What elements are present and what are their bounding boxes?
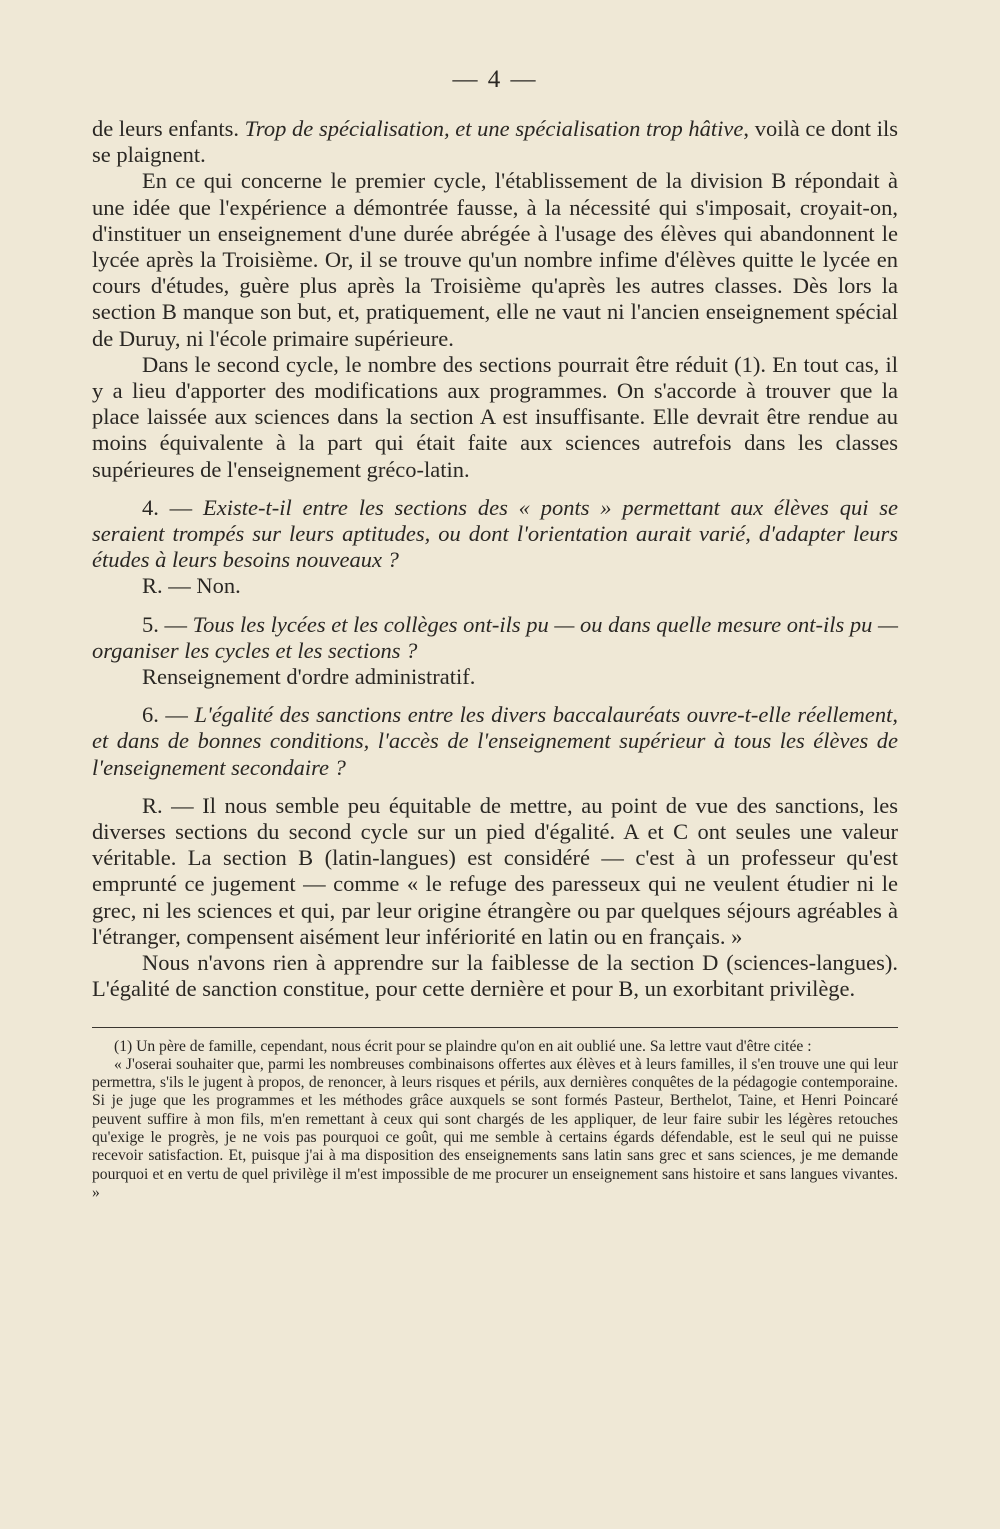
paragraph-1-italic: Trop de spécialisation, et une spécialisation trop hâtive [244,116,744,141]
page-number: — 4 — [452,66,538,93]
footnote [92,1038,898,1203]
question-5-text: Tous les lycées et les collèges ont-ils pu — ou dans quelle mesure ont-ils pu — organiser les cycles et les sections ? [92,611,899,663]
question-6-text: L'égalité des sanctions entre les divers baccalauréats ouvre-t-elle réellement, et dans de bonnes conditions, l'accès de l'enseignement supérieur à tous les élèves de l'enseignement secondaire ? [92,702,898,780]
question-6-number: 6. — [142,702,195,728]
body-text [92,116,898,1003]
question-4-text: Existe-t-il entre les sections des « ponts » permettant aux élèves qui se seraient trompés sur leurs aptitudes, ou dont l'orientation aurait varié, d'adapter leurs études à leurs besoins nouveaux ? [92,494,898,573]
paragraph-1-end: , voilà ce dont ils se plaignent. [92,116,898,168]
document-page [92,66,898,1202]
footnote-divider [92,1027,898,1028]
paragraph-last: Nous n'avons rien à apprendre sur la faiblesse de la section D (sciences-langues). L'égalité de sanction constitue, pour cette dernière et pour B, un exorbitant privilège. [92,950,898,1002]
paragraph-2: En ce qui concerne le premier cycle, l'établissement de la division B répondait à une idée que l'expérience a démontrée fausse, à la nécessité qui s'imposait, croyait-on, d'instituer un enseignement d'une durée abrégée à l'usage des élèves qui abandonnent le lycée après la Troisième. Or, il se trouve qu'un nombre infime d'élèves quitte le lycée en cours d'études, guère plus après la Troisième qu'après les autres classes. Dès lors la section B manque son but, et, pratiquement, elle ne vaut ni l'ancien enseignement spécial de Duruy, ni l'école primaire supérieure. [92,168,898,351]
answer-6: R. — Il nous semble peu équitable de mettre, au point de vue des sanctions, les diverses sections du second cycle sur un pied d'égalité. A et C ont seules une valeur véritable. La section B (latin-langues) est considéré — c'est à un professeur qu'est emprunté ce jugement — comme « le refuge des paresseux qui ne veulent étudier ni le grec, ni les sciences et qui, par leur origine étrangère ou par quelques séjours agréables à l'étranger, compensent aisément leur infériorité en latin ou en français. » [92,792,898,949]
paragraph-1 [92,116,898,168]
question-5 [92,612,898,664]
answer-5: Renseignement d'ordre administratif. [142,664,476,690]
question-4 [92,495,898,574]
footnote-intro: (1) Un père de famille, cependant, nous écrit pour se plaindre qu'on en ait oublié une. Sa lettre vaut d'être citée : [114,1037,812,1055]
question-4-number: 4. — [142,494,203,520]
answer-4: R. — Non. [142,573,241,599]
footnote-quote: « J'oserai souhaiter que, parmi les nombreuses combinaisons offertes aux élèves et à leurs familles, il s'en trouve une qui leur permettra, s'ils le jugent à propos, de renoncer, à leurs risques et périls, aux dernières conquêtes de la pédagogie contemporaine. Si je juge que les programmes et les méthodes grâce auxquels se sont formés Pasteur, Berthelot, Taine, et Henri Poincaré peuvent suffire à mon fils, m'en remettant à ceux qui sont chargés de les appliquer, de leur faire subir les légères retouches qu'exige le progrès, je ne vois pas pourquoi ce goût, qui me semble à certains égards défendable, est le seul qui ne puisse recevoir satisfaction. Et, puisque j'ai à ma disposition des enseignements sans latin sans grec et sans sciences, je me demande pourquoi et en vertu de quel privilège il m'est impossible de me procurer un enseignement sans histoire et sans langues vivantes. » [92,1055,898,1201]
paragraph-1-start: de leurs enfants. [92,116,245,141]
question-5-number: 5. — [142,611,193,637]
paragraph-3: Dans le second cycle, le nombre des sections pourrait être réduit (1). En tout cas, il y a lieu d'apporter des modifications aux programmes. On s'accorde à trouver que la place laissée aux sciences dans la section A est insuffisante. Elle devrait être rendue au moins équivalente à la part qui était faite aux sciences autrefois dans les classes supérieures de l'enseignement gréco-latin. [92,351,898,482]
question-6 [92,702,898,781]
